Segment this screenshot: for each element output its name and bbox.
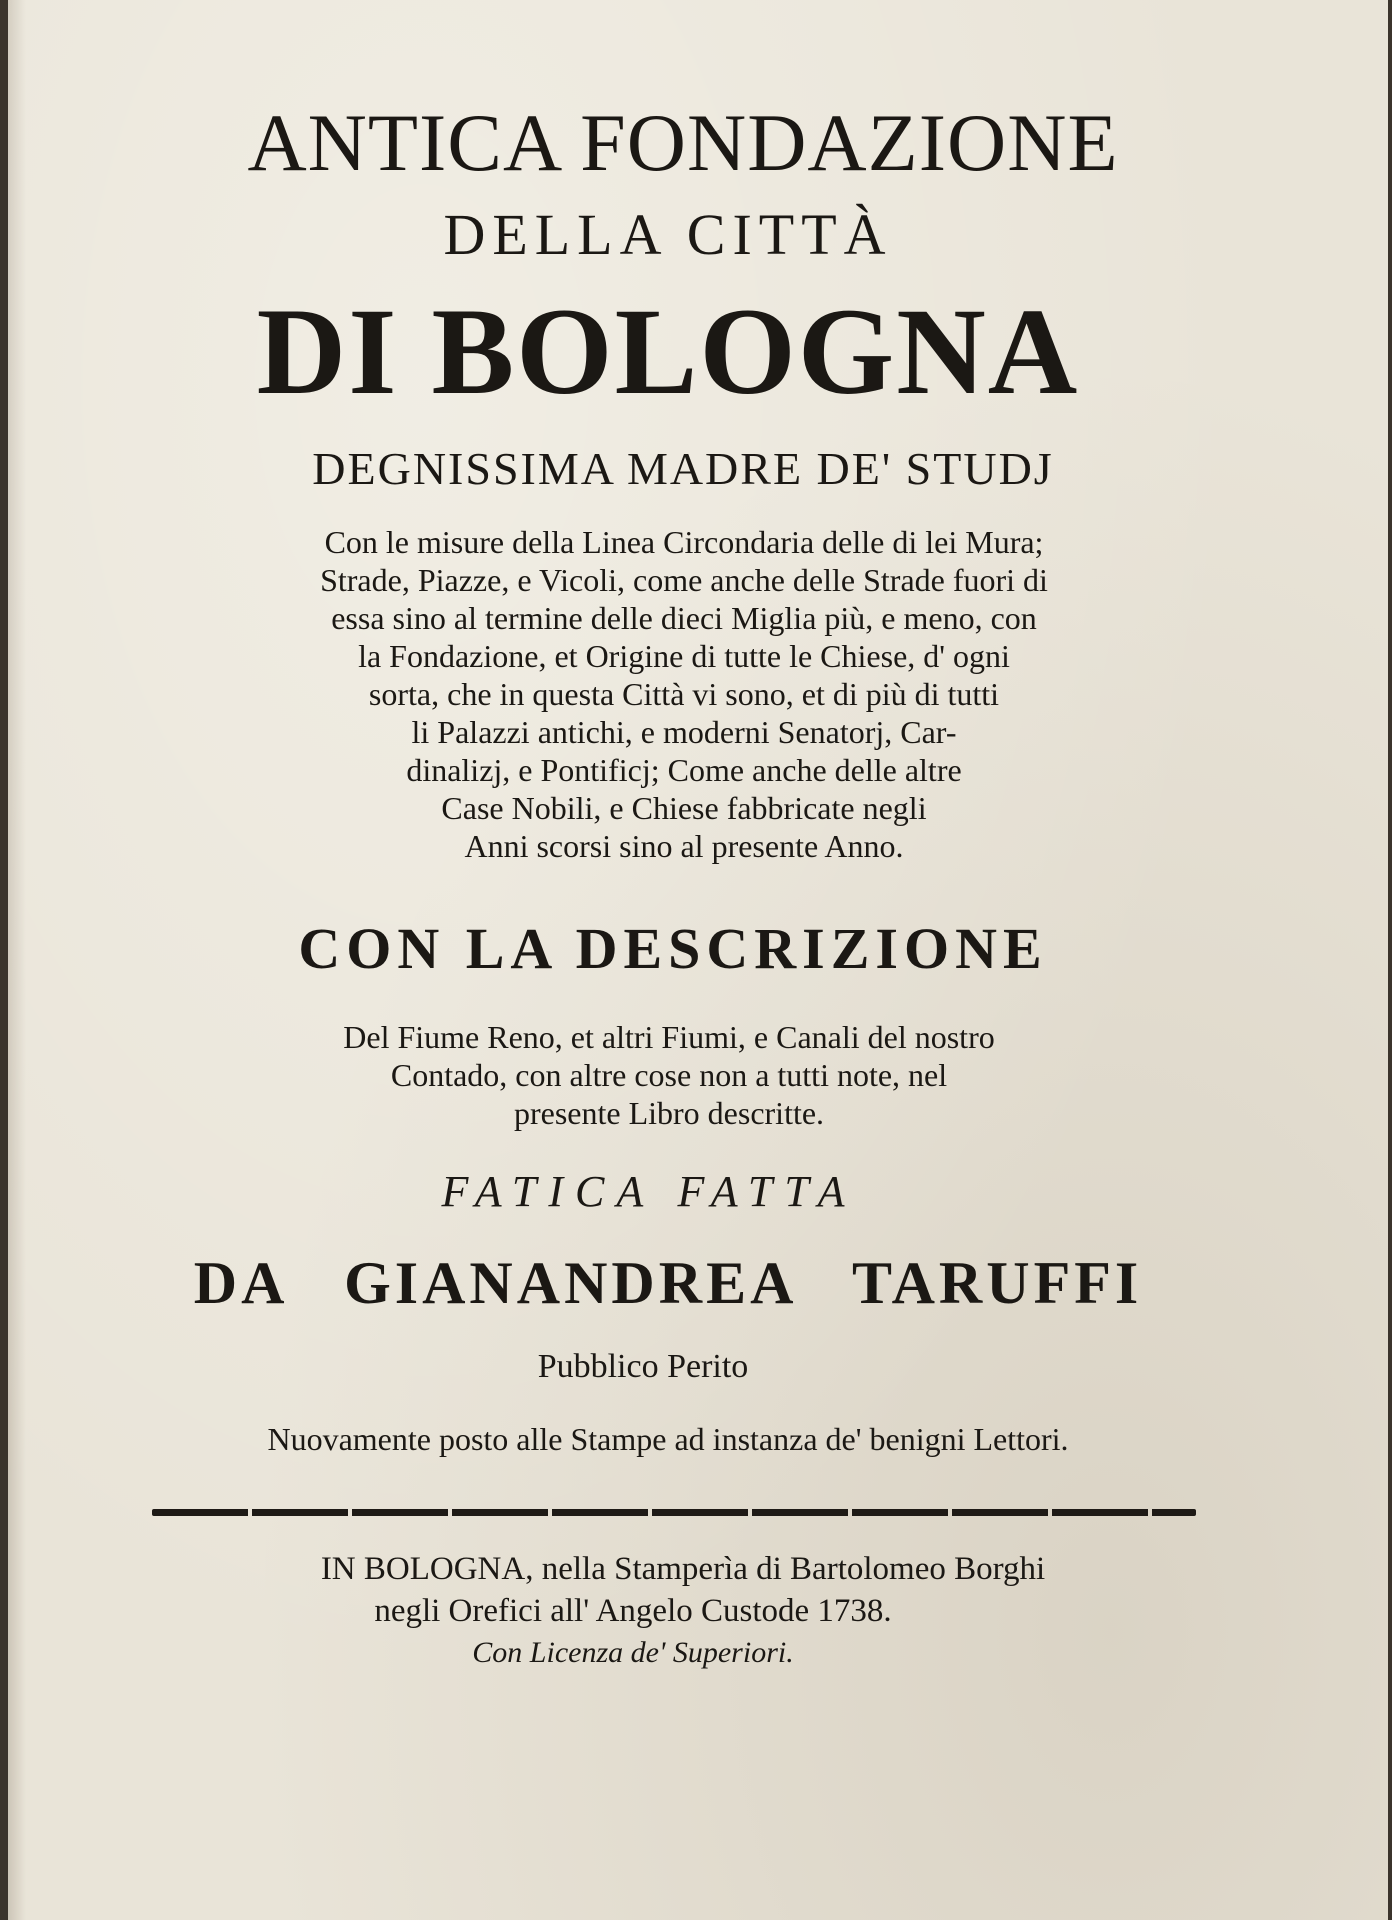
imprint-line-1: IN BOLOGNA, nella Stamperìa di Bartolomeo Borghi (320, 1551, 1046, 1587)
subtitle: DEGNISSIMA MADRE DE' STUDJ (312, 443, 1054, 494)
ornamental-rule (152, 1509, 1196, 1516)
body-line: dinalizj, e Pontificj; Come anche delle altre (406, 752, 962, 788)
title-line-2: DELLA CITTÀ (443, 202, 893, 267)
body-line: Anni scorsi sino al presente Anno. (464, 828, 904, 864)
fatica-line: FATICA FATTA (441, 1167, 857, 1216)
section-heading: CON LA DESCRIZIONE (298, 916, 1048, 981)
section-line: Del Fiume Reno, et altri Fiumi, e Canali del nostro (343, 1019, 995, 1055)
title-page (8, 0, 1388, 1920)
description-paragraph (8, 523, 1392, 865)
author-name: DA GIANANDREA TARUFFI (193, 1250, 1143, 1316)
title-line-3: DI BOLOGNA (256, 283, 1080, 420)
section-line: Contado, con altre cose non a tutti note, nel (390, 1057, 948, 1093)
body-line: Strade, Piazze, e Vicoli, come anche delle Strade fuori di (320, 562, 1048, 598)
reprint-note: Nuovamente posto alle Stampe ad instanza de' benigni Lettori. (267, 1421, 1069, 1457)
title-line-1: ANTICA FONDAZIONE (247, 97, 1119, 188)
author-profession: Pubblico Perito (537, 1348, 749, 1385)
section-line: presente Libro descritte. (513, 1095, 825, 1131)
body-line: Con le misure della Linea Circondaria delle di lei Mura; (324, 524, 1044, 560)
body-line: Case Nobili, e Chiese fabbricate negli (441, 790, 927, 826)
imprint-line-2: negli Orefici all' Angelo Custode 1738. (374, 1593, 892, 1629)
body-line: sorta, che in questa Città vi sono, et di più di tutti (368, 676, 1000, 712)
body-line: la Fondazione, et Origine di tutte le Chiese, d' ogni (358, 638, 1010, 674)
imprint-line-3: Con Licenza de' Superiori. (472, 1636, 794, 1669)
section-paragraph (8, 1018, 1392, 1132)
body-line: essa sino al termine delle dieci Miglia più, e meno, con (331, 600, 1037, 636)
body-line: li Palazzi antichi, e moderni Senatorj, Car- (411, 714, 957, 750)
